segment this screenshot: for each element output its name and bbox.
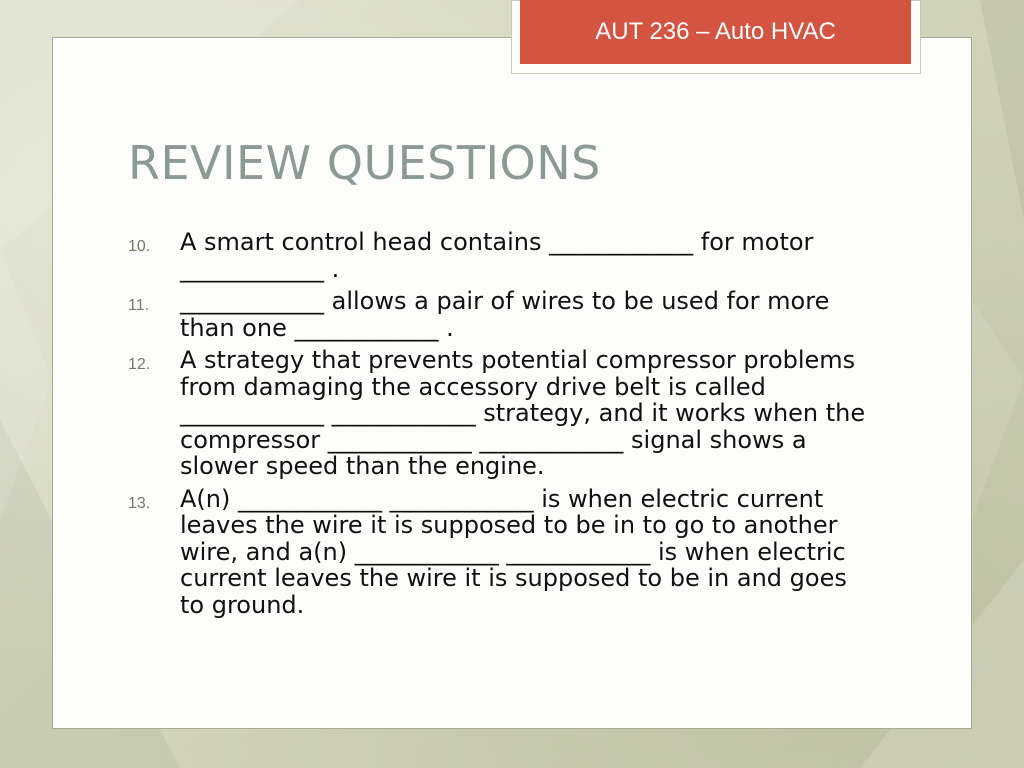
question-list bbox=[128, 229, 868, 624]
question-number: 11. bbox=[128, 297, 150, 314]
course-badge: AUT 236 – Auto HVAC bbox=[520, 0, 911, 64]
question-number: 12. bbox=[128, 356, 151, 373]
slide-title: REVIEW QUESTIONS bbox=[128, 136, 601, 190]
question-text: ____________ allows a pair of wires to be used for more than one ____________ . bbox=[180, 287, 830, 342]
question-text: A smart control head contains ____________ for motor ____________ . bbox=[180, 228, 814, 283]
list-item-question-10 bbox=[128, 229, 868, 282]
list-item-question-12 bbox=[128, 347, 868, 480]
question-text: A strategy that prevents potential compressor problems from damaging the accessory drive belt is called ____________ ____________ strategy, and it works when the compressor ____________ ____________ signal shows a slower speed than the engine. bbox=[180, 346, 866, 480]
list-item-question-11 bbox=[128, 288, 868, 341]
question-number: 13. bbox=[128, 494, 151, 512]
question-text: A(n) ____________ ____________ is when electric current leaves the wire it is supposed to be in to go to another wire, and a(n) ____________ ____________ is when electric current leaves the wire it is supposed to be in and goes to ground. bbox=[180, 484, 847, 619]
question-number: 10. bbox=[128, 238, 151, 255]
list-item-question-13 bbox=[128, 486, 868, 619]
